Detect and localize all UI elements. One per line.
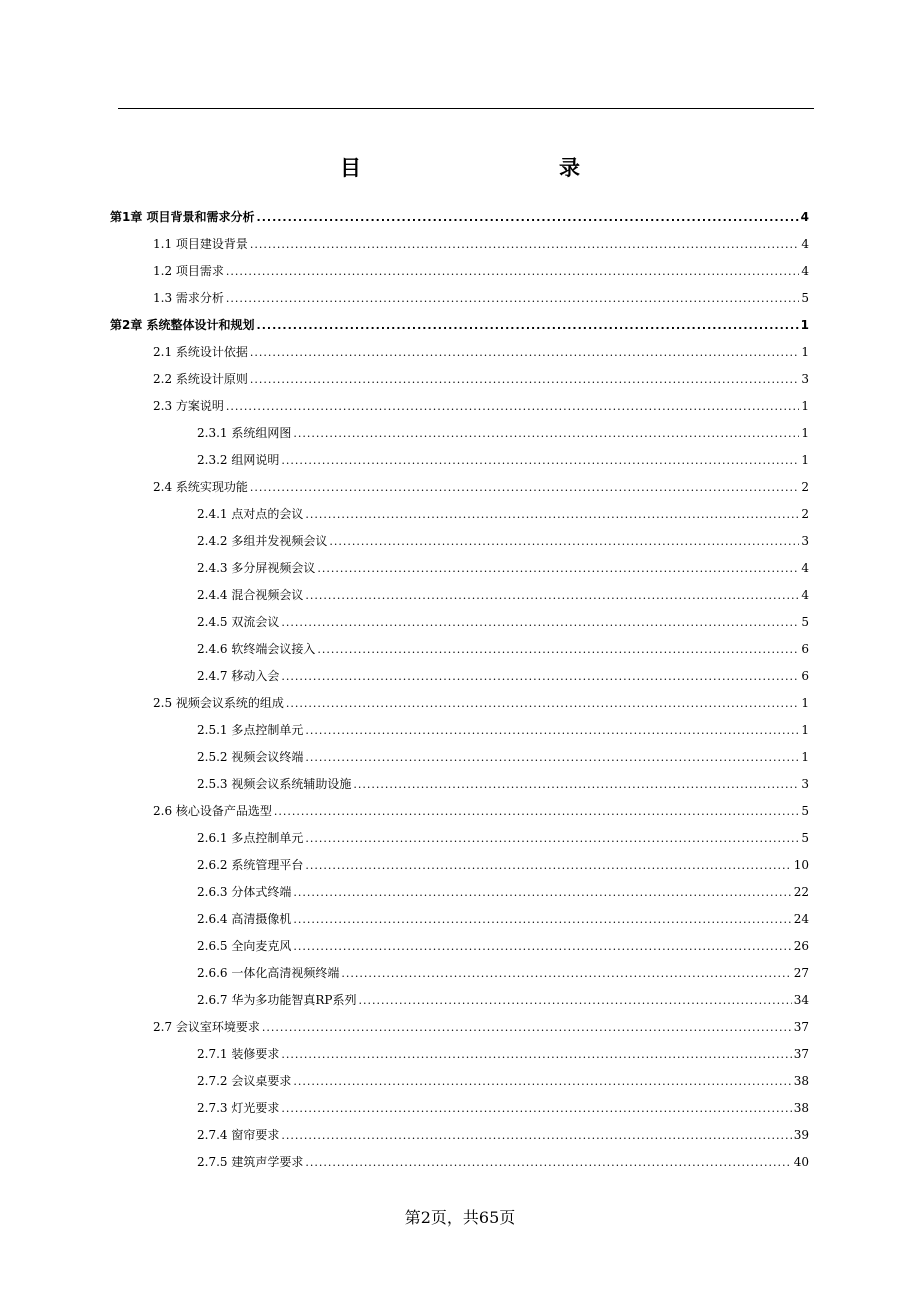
toc-leader-dots	[257, 204, 799, 231]
toc-entry-label: 2.4.1 点对点的会议	[197, 507, 304, 521]
toc-entry-page-number: 6	[801, 642, 809, 656]
toc-entry-label: 2.5.3 视频会议系统辅助设施	[197, 777, 352, 791]
toc-entry-page-number: 1	[801, 453, 809, 467]
toc-entry-page-number: 1	[800, 318, 809, 332]
toc-leader-dots	[293, 420, 799, 447]
toc-leader-dots	[329, 528, 799, 555]
toc-entry-label: 第1章 项目背景和需求分析	[110, 210, 255, 224]
toc-entry-page-number: 4	[801, 264, 809, 278]
toc-entry-label: 2.4.4 混合视频会议	[197, 588, 304, 602]
toc-entry-page-number: 1	[801, 750, 809, 764]
toc-entry-label: 2.5.2 视频会议终端	[197, 750, 304, 764]
toc-entry-label: 2.7 会议室环境要求	[153, 1020, 260, 1034]
toc-entry[interactable]	[153, 1014, 809, 1041]
toc-entry-label: 2.4.7 移动入会	[197, 669, 280, 683]
toc-entry-label: 2.5 视频会议系统的组成	[153, 696, 284, 710]
toc-leader-dots	[250, 366, 799, 393]
toc-leader-dots	[305, 852, 791, 879]
toc-entry[interactable]	[197, 1122, 809, 1149]
toc-entry-page-number: 38	[793, 1101, 809, 1115]
toc-entry[interactable]	[197, 1095, 809, 1122]
toc-entry-label: 2.3.1 系统组网图	[197, 426, 292, 440]
page-footer: 第2页，共65页	[404, 1208, 516, 1227]
toc-entry[interactable]	[197, 555, 809, 582]
toc-entry-label: 2.5.1 多点控制单元	[197, 723, 304, 737]
toc-entry[interactable]	[197, 933, 809, 960]
toc-entry[interactable]	[197, 771, 809, 798]
toc-leader-dots	[293, 906, 791, 933]
toc-entry-page-number: 1	[801, 399, 809, 413]
toc-entry[interactable]	[197, 1068, 809, 1095]
toc-leader-dots	[286, 690, 799, 717]
toc-entry[interactable]	[153, 231, 809, 258]
toc-entry-page-number: 2	[801, 507, 809, 521]
toc-entry-page-number: 26	[793, 939, 809, 953]
toc-entry-page-number: 3	[801, 777, 809, 791]
toc-entry-page-number: 5	[801, 291, 809, 305]
toc-entry[interactable]	[153, 798, 809, 825]
toc-entry[interactable]	[153, 258, 809, 285]
toc-leader-dots	[305, 825, 799, 852]
toc-entry-label: 2.4.6 软终端会议接入	[197, 642, 316, 656]
toc-leader-dots	[226, 285, 799, 312]
toc-entry[interactable]	[197, 717, 809, 744]
toc-entry-page-number: 22	[793, 885, 809, 899]
toc-entry[interactable]	[197, 744, 809, 771]
toc-entry-label: 第2章 系统整体设计和规划	[110, 318, 255, 332]
toc-entry-label: 2.6 核心设备产品选型	[153, 804, 272, 818]
toc-entry-label: 2.4.3 多分屏视频会议	[197, 561, 316, 575]
toc-entry-label: 2.7.5 建筑声学要求	[197, 1155, 304, 1169]
toc-leader-dots	[305, 1149, 791, 1176]
toc-leader-dots	[281, 609, 799, 636]
toc-entry-page-number: 3	[801, 372, 809, 386]
toc-entry-label: 2.3.2 组网说明	[197, 453, 280, 467]
toc-leader-dots	[341, 960, 791, 987]
toc-entry-label: 2.1 系统设计依据	[153, 345, 248, 359]
toc-entry[interactable]	[197, 609, 809, 636]
toc-leader-dots	[226, 258, 799, 285]
toc-entry[interactable]	[197, 528, 809, 555]
toc-leader-dots	[305, 744, 799, 771]
toc-entry[interactable]	[197, 447, 809, 474]
toc-entry-label: 2.6.1 多点控制单元	[197, 831, 304, 845]
toc-entry-page-number: 38	[793, 1074, 809, 1088]
toc-entry-label: 2.4.2 多组并发视频会议	[197, 534, 328, 548]
toc-entry-page-number: 37	[793, 1020, 809, 1034]
toc-entry[interactable]	[197, 1149, 809, 1176]
toc-entry-page-number: 27	[793, 966, 809, 980]
toc-entry-page-number: 10	[793, 858, 809, 872]
toc-entry-label: 2.6.5 全向麦克风	[197, 939, 292, 953]
toc-entry-page-number: 1	[801, 723, 809, 737]
toc-entry[interactable]	[110, 312, 809, 339]
toc-entry-label: 2.3 方案说明	[153, 399, 224, 413]
toc-leader-dots	[262, 1014, 792, 1041]
toc-entry[interactable]	[153, 339, 809, 366]
toc-entry-page-number: 5	[801, 804, 809, 818]
toc-leader-dots	[257, 312, 799, 339]
toc-entry-page-number: 4	[801, 561, 809, 575]
toc-entry[interactable]	[197, 906, 809, 933]
toc-entry[interactable]	[197, 663, 809, 690]
toc-entry[interactable]	[153, 285, 809, 312]
toc-leader-dots	[293, 879, 791, 906]
toc-entry-page-number: 4	[801, 237, 809, 251]
toc-leader-dots	[274, 798, 799, 825]
toc-entry[interactable]	[153, 366, 809, 393]
toc-entry-label: 2.6.3 分体式终端	[197, 885, 292, 899]
toc-entry-label: 2.7.2 会议桌要求	[197, 1074, 292, 1088]
toc-entry-page-number: 2	[801, 480, 809, 494]
toc-entry-page-number: 1	[801, 345, 809, 359]
toc-entry-page-number: 5	[801, 615, 809, 629]
toc-leader-dots	[250, 231, 799, 258]
toc-entry-label: 2.6.4 高清摄像机	[197, 912, 292, 926]
toc-entry[interactable]	[197, 501, 809, 528]
toc-leader-dots	[317, 555, 799, 582]
toc-entry-label: 1.2 项目需求	[153, 264, 224, 278]
toc-entry-page-number: 5	[801, 831, 809, 845]
toc-entry-label: 2.4.5 双流会议	[197, 615, 280, 629]
toc-entry[interactable]	[197, 1041, 809, 1068]
toc-leader-dots	[281, 1122, 791, 1149]
toc-entry-label: 2.6.7 华为多功能智真RP系列	[197, 993, 357, 1007]
toc-entry[interactable]	[197, 825, 809, 852]
toc-leader-dots	[305, 501, 799, 528]
toc-leader-dots	[358, 987, 791, 1014]
toc-entry[interactable]	[197, 420, 809, 447]
page-title: 目 录	[340, 156, 632, 180]
toc-leader-dots	[281, 663, 799, 690]
toc-entry[interactable]	[197, 987, 809, 1014]
toc-entry[interactable]	[153, 474, 809, 501]
toc-entry-label: 1.1 项目建设背景	[153, 237, 248, 251]
toc-leader-dots	[293, 933, 791, 960]
toc-entry[interactable]	[197, 852, 809, 879]
toc-leader-dots	[317, 636, 799, 663]
toc-entry-label: 2.6.6 一体化高清视频终端	[197, 966, 340, 980]
toc-leader-dots	[305, 582, 799, 609]
toc-entry-page-number: 34	[793, 993, 809, 1007]
toc-entry-label: 2.2 系统设计原则	[153, 372, 248, 386]
toc-entry-label: 2.6.2 系统管理平台	[197, 858, 304, 872]
toc-entry[interactable]	[197, 960, 809, 987]
toc-entry[interactable]	[110, 204, 809, 231]
toc-leader-dots	[250, 339, 799, 366]
toc-entry-page-number: 4	[801, 588, 809, 602]
toc-entry-label: 1.3 需求分析	[153, 291, 224, 305]
toc-entry-label: 2.7.1 装修要求	[197, 1047, 280, 1061]
toc-entry-page-number: 1	[801, 696, 809, 710]
header-rule	[118, 108, 814, 109]
toc-leader-dots	[226, 393, 799, 420]
toc-leader-dots	[353, 771, 799, 798]
toc-entry-page-number: 39	[793, 1128, 809, 1142]
toc-entry-label: 2.7.4 窗帘要求	[197, 1128, 280, 1142]
toc-entry[interactable]	[153, 393, 809, 420]
toc-entry-label: 2.7.3 灯光要求	[197, 1101, 280, 1115]
toc-entry-page-number: 6	[801, 669, 809, 683]
toc-entry-page-number: 40	[793, 1155, 809, 1169]
toc-entry-page-number: 37	[793, 1047, 809, 1061]
toc-entry[interactable]	[153, 690, 809, 717]
toc-entry[interactable]	[197, 636, 809, 663]
toc-entry-page-number: 3	[801, 534, 809, 548]
toc-leader-dots	[281, 447, 799, 474]
toc-leader-dots	[281, 1095, 791, 1122]
toc-leader-dots	[250, 474, 799, 501]
toc-leader-dots	[293, 1068, 791, 1095]
toc-entry[interactable]	[197, 582, 809, 609]
toc-entry-page-number: 1	[801, 426, 809, 440]
toc-leader-dots	[305, 717, 799, 744]
toc-entry-label: 2.4 系统实现功能	[153, 480, 248, 494]
toc-entry-page-number: 4	[800, 210, 809, 224]
toc-entry-page-number: 24	[793, 912, 809, 926]
toc-entry[interactable]	[197, 879, 809, 906]
toc-leader-dots	[281, 1041, 791, 1068]
